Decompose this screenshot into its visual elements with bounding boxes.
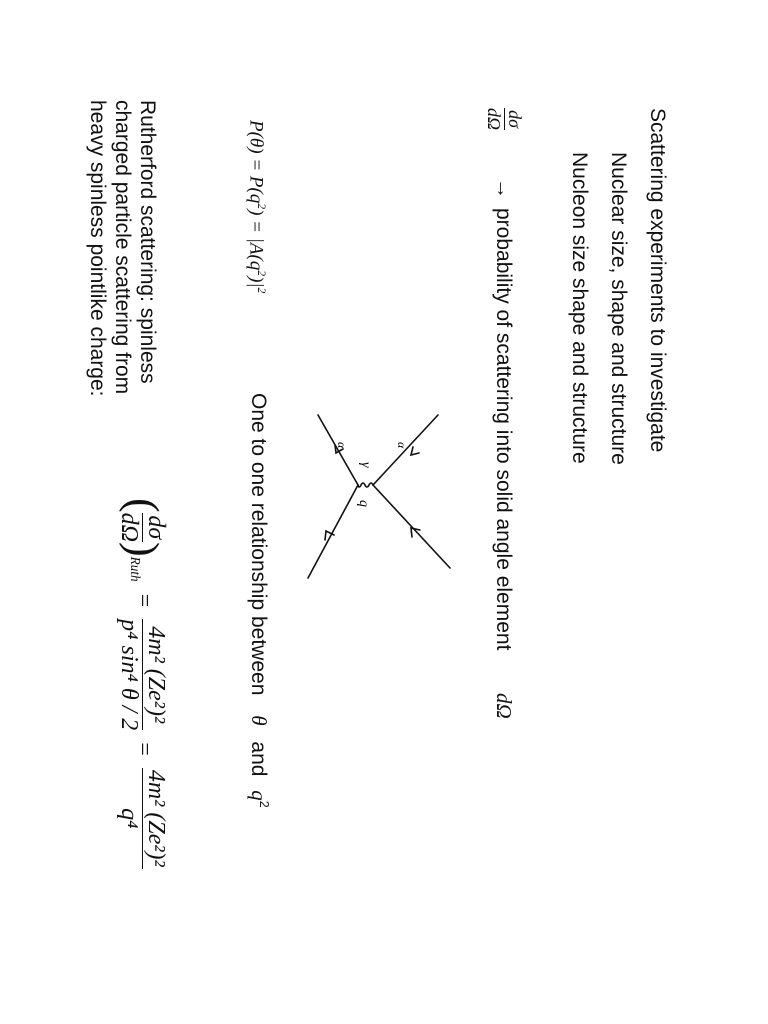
rutherford-rhs-den: q⁴ — [116, 808, 142, 829]
rutherford-mid-den: p⁴ sin⁴ θ / 2 — [116, 619, 142, 731]
rutherford-lhs-num: dσ — [142, 513, 168, 542]
outgoing-line-bottom — [308, 485, 358, 578]
cross-section-arrow: → — [492, 178, 515, 199]
relationship-q: q — [247, 790, 271, 801]
feynman-diagram — [298, 400, 458, 590]
rutherford-line-2: charged particle scattering from — [111, 100, 134, 395]
probability-rhs-close: )| — [245, 276, 267, 288]
incoming-line-top — [373, 415, 438, 485]
probability-lhs: P(θ) = P(q — [245, 120, 267, 204]
relationship-theta: θ — [247, 715, 271, 726]
rutherford-eq-1: = — [130, 593, 157, 608]
bullet-nucleon: Nucleon size shape and structure — [568, 152, 591, 464]
cross-section-text: probability of scattering into solid angle element — [492, 208, 515, 651]
rutherford-formula: ( dσ dΩ )$_{Ruth}$ = 4m² (Ze²)² p⁴ sin⁴ θ / 2 = 4m² (Ze²)² q⁴ — [116, 498, 169, 867]
rutherford-lhs-sub: Ruth — [128, 556, 144, 582]
rutherford-line-3: heavy spinless pointlike charge: — [86, 100, 109, 397]
relationship-label: One to one relationship between — [247, 393, 270, 696]
cross-section-num: dσ — [504, 108, 524, 130]
incoming-line-bottom — [318, 415, 358, 485]
probability-rhs-open: ) = |A(q — [245, 209, 267, 271]
cross-section-symbol: dΩ — [492, 693, 516, 719]
arrow-top-out — [411, 528, 420, 537]
alpha-label-bottom: α — [335, 442, 349, 449]
rutherford-lhs-den: dΩ — [116, 512, 142, 543]
heading: Scattering experiments to investigate — [646, 108, 669, 453]
gamma-label: γ — [358, 462, 373, 468]
relationship-text: One to one relationship between θ and $q^2$ — [247, 393, 271, 808]
rutherford-rhs-num: 4m² (Ze²)² — [143, 769, 169, 867]
alpha-label-top: α — [395, 442, 409, 449]
outgoing-line-top — [373, 485, 450, 568]
arrow-top-in — [411, 447, 419, 455]
rutherford-eq-2: = — [130, 742, 157, 756]
cross-section-den: dΩ — [484, 108, 504, 131]
bullet-nuclear: Nuclear size, shape and structure — [607, 152, 630, 465]
probability-equation: $P(\theta) = P(q^2) = |A(q^2)|^2$ — [245, 120, 267, 294]
rutherford-line-1: Rutherford scattering: spinless — [136, 100, 159, 384]
rutherford-mid-num: 4m² (Ze²)² — [142, 619, 168, 730]
photon-propagator — [358, 483, 373, 487]
q-label: q — [356, 500, 371, 507]
cross-section-fraction — [485, 108, 524, 130]
relationship-and: and — [247, 741, 270, 777]
